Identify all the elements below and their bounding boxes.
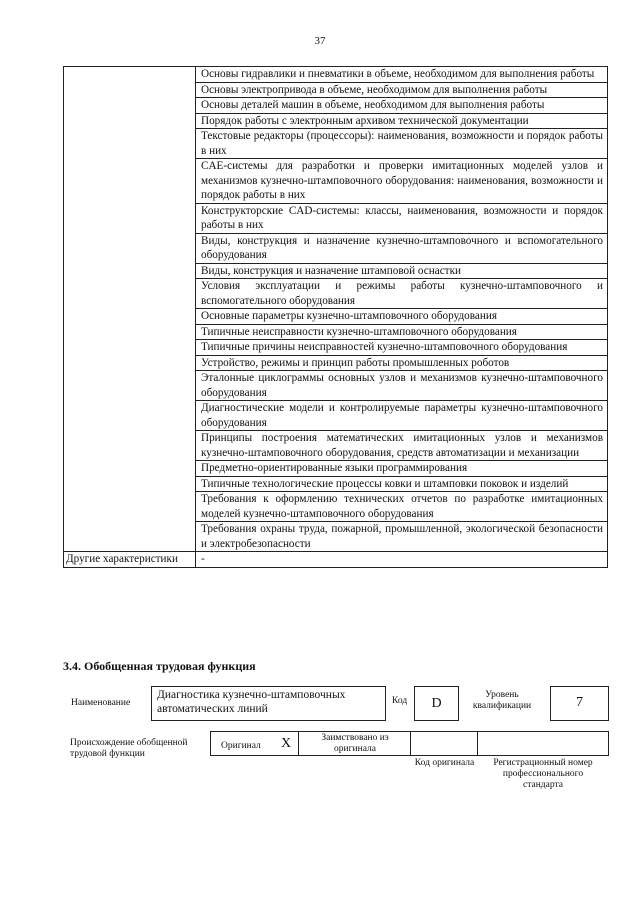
origin-divider-1: [298, 731, 299, 756]
knowledge-item: Требования к оформлению технических отчетов по разработке имитационных моделей кузнечно-штамповочного оборудования: [196, 492, 608, 522]
knowledge-item: Типичные причины неисправностей кузнечно-штамповочного оборудования: [196, 340, 608, 356]
knowledge-item: Эталонные циклограммы основных узлов и механизмов кузнечно-штамповочного оборудования: [196, 371, 608, 401]
code-value: D: [414, 686, 459, 721]
knowledge-row: [64, 67, 608, 83]
knowledge-item: Основы электропривода в объеме, необходимом для выполнения работы: [196, 82, 608, 98]
knowledge-item: Конструкторские CAD-системы: классы, наименования, возможности и порядок работы в них: [196, 203, 608, 233]
level-label: Уровень квалификации: [472, 690, 532, 711]
other-characteristics-label: Другие характеристики: [64, 552, 196, 568]
knowledge-table-body: [64, 67, 608, 552]
origin-label: Происхождение обобщенной трудовой функции: [70, 738, 188, 759]
reg-number-caption: Регистрационный номер профессионального стандарта: [493, 758, 593, 790]
name-value-box: [151, 686, 386, 721]
knowledge-item: CAE-системы для разработки и проверки имитационных моделей узлов и механизмов кузнечно-штамповочного оборудования: наименования, возможности и порядок работы в них: [196, 159, 608, 204]
knowledge-item: Основы деталей машин в объеме, необходимом для выполнения работы: [196, 98, 608, 114]
code-label: Код: [392, 696, 408, 706]
knowledge-item: Типичные технологические процессы ковки и штамповки поковок и изделий: [196, 476, 608, 492]
origin-divider-3: [477, 731, 478, 756]
knowledge-item: Виды, конструкция и назначение штамповой оснастки: [196, 263, 608, 279]
origin-divider-2: [410, 731, 411, 756]
knowledge-item: Диагностические модели и контролируемые параметры кузнечно-штамповочного оборудования: [196, 401, 608, 431]
knowledge-item: Предметно-ориентированные языки программирования: [196, 461, 608, 477]
knowledge-item: Основные параметры кузнечно-штамповочного оборудования: [196, 309, 608, 325]
knowledge-item: Устройство, режимы и принцип работы промышленных роботов: [196, 355, 608, 371]
section-heading: 3.4. Обобщенная трудовая функция: [63, 659, 256, 673]
knowledge-table: [63, 66, 608, 568]
name-label: Наименование: [71, 698, 131, 708]
borrowed-label: Заимствовано из оригинала: [321, 733, 389, 754]
knowledge-item: Текстовые редакторы (процессоры): наименования, возможности и порядок работы в них: [196, 129, 608, 159]
code-original-caption: Код оригинала: [414, 758, 475, 768]
knowledge-item: Основы гидравлики и пневматики в объеме, необходимом для выполнения работы: [196, 67, 608, 83]
other-characteristics-value: -: [196, 552, 608, 568]
original-label: Оригинал: [221, 741, 261, 751]
knowledge-item: Принципы построения математических имитационных узлов и механизмов кузнечно-штамповочного оборудования, средств автоматизации и механизации: [196, 431, 608, 461]
required-knowledge-label-cell: [64, 67, 196, 552]
original-mark: X: [281, 736, 292, 751]
other-characteristics-row: [64, 552, 608, 568]
knowledge-item: Требования охраны труда, пожарной, промышленной, экологической безопасности и электробезопасности: [196, 522, 608, 552]
knowledge-item: Порядок работы с электронным архивом технической документации: [196, 113, 608, 129]
level-value: 7: [550, 686, 609, 721]
knowledge-item: Условия эксплуатации и режимы работы кузнечно-штамповочного и вспомогательного оборудования: [196, 279, 608, 309]
name-value: Диагностика кузнечно-штамповочных автоматических линий: [157, 689, 346, 715]
knowledge-item: Виды, конструкция и назначение кузнечно-штамповочного и вспомогательного оборудования: [196, 233, 608, 263]
knowledge-item: Типичные неисправности кузнечно-штамповочного оборудования: [196, 324, 608, 340]
page-number: 37: [314, 35, 326, 47]
